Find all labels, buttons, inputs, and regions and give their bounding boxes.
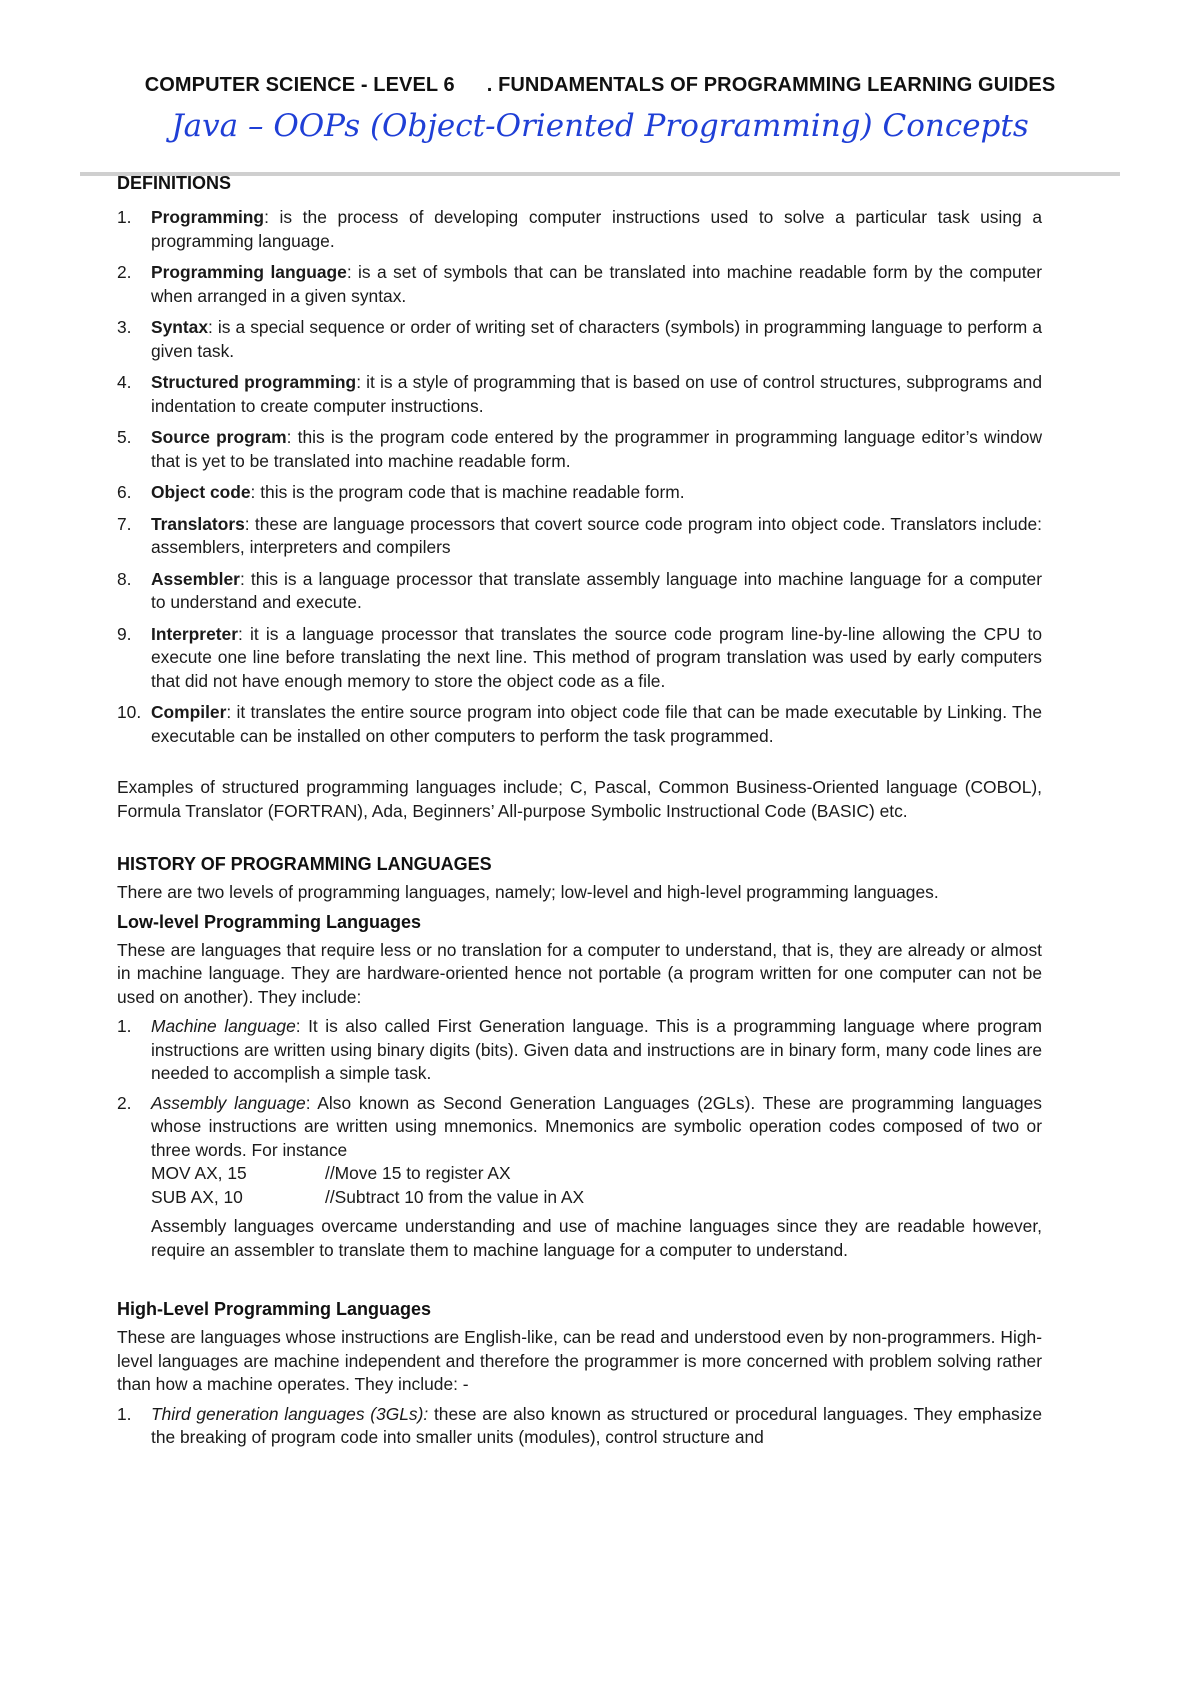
definition-term: Assembler [151,568,240,589]
definition-item: 2. Programming language: is a set of symbols that can be translated into machine readable form by the computer when arranged in a given syntax. [117,262,1042,306]
course-level: COMPUTER SCIENCE - LEVEL 6 [144,74,455,96]
low-level-term: Assembly language [151,1092,306,1113]
definition-text: : is the process of developing computer instructions used to solve a particular task using a programming language. [151,207,1042,251]
definition-item: 6. Object code: this is the program code that is machine readable form. [117,482,685,502]
high-level-item: 1. Third generation languages (3GLs): these are also known as structured or procedural languages. They emphasize the breaking of program code into smaller units (modules), control structure and [117,1403,1042,1447]
definition-item: 9. Interpreter: it is a language processor that translates the source code program line-by-line allowing the CPU to execute one line before translating the next line. This method of program translation was used by early computers that did not have enough memory to store the object code as a file. [117,623,1042,691]
course-guide-title: . FUNDAMENTALS OF PROGRAMMING LEARNING GUIDES [486,74,1056,96]
definition-text: : this is the program code that is machine readable form. [250,482,685,502]
code-example-row [151,1162,1042,1186]
code-example-row [151,1186,1042,1210]
code-comment: //Subtract 10 from the value in AX [325,1186,585,1207]
low-level-text: : It is also called First Generation language. This is a programming language where program instructions are written using binary digits (bits). Given data and instructions are in binary form, many code lines are needed to accomplish a simple task. [151,1016,1042,1083]
definition-term: Translators [151,513,245,534]
document-body [117,170,1042,1450]
definition-term: Source program [151,427,287,447]
definition-item: 1. Programming: is the process of developing computer instructions used to solve a particular task using a programming language. [117,207,1042,251]
history-intro: There are two levels of programming languages, namely; low-level and high-level programming languages. [117,882,939,902]
definition-text: : is a special sequence or order of writing set of characters (symbols) in programming language to perform a given task. [151,317,1042,361]
low-level-list [117,1015,1042,1262]
definition-item: 4. Structured programming: it is a style of programming that is based on use of control structures, subprograms and indentation to create computer instructions. [117,372,1043,416]
definition-text: : these are language processors that covert source code program into object code. Translators include: assemblers, interpreters and compilers [151,513,1042,557]
assembly-note: Assembly languages overcame understanding and use of machine languages since they are readable however, require an assembler to translate them to machine language for a computer to understand. [151,1216,1042,1260]
definition-text: : is a set of symbols that can be translated into machine readable form by the computer when arranged in a given syntax. [151,262,1042,306]
high-level-list [117,1403,1042,1450]
low-level-text: : Also known as Second Generation Languages (2GLs). These are programming languages whose instructions are written using mnemonics. Mnemonics are symbolic operation codes composed of two or three words. For instance [151,1092,1043,1160]
definition-text: : this is a language processor that translate assembly language into machine language for a computer to understand and execute. [151,568,1042,612]
definition-item: 8. Assembler: this is a language processor that translate assembly language into machine language for a computer to understand and execute. [117,568,1042,612]
low-level-heading: Low-level Programming Languages [117,911,422,932]
structured-languages-examples: Examples of structured programming languages include; C, Pascal, Common Business-Oriented language (COBOL), Formula Translator (FORTRAN), Ada, Beginners’ All-purpose Symbolic Instructional Code (BASIC) etc. [117,777,1042,821]
definition-text: : this is the program code entered by the programmer in programming language editor’s window that is yet to be translated into machine readable form. [151,427,1043,471]
history-heading: HISTORY OF PROGRAMMING LANGUAGES [117,854,492,874]
definition-item: 7. Translators: these are language processors that covert source code program into object code. Translators include: assemblers, interpreters and compilers [117,513,1042,557]
definition-term: Programming language [151,262,347,282]
definition-item: 10. Compiler: it translates the entire source program into object code file that can be made executable by Linking. The executable can be installed on other computers to perform the task programmed. [117,702,1042,746]
definition-text: : it is a language processor that translates the source code program line-by-line allowing the CPU to execute one line before translating the next line. This method of program translation was used by early computers that did not have enough memory to store the object code as a file. [151,623,1042,691]
definition-term: Structured programming [151,372,357,392]
low-level-item: 1. Machine language: It is also called First Generation language. This is a programming language where program instructions are written using binary digits (bits). Given data and instructions are in binary form, many code lines are needed to accomplish a simple task. [117,1016,1042,1083]
low-level-intro: These are languages that require less or no translation for a computer to understand, that is, they are already or almost in machine language. They are hardware-oriented hence not portable (a program written for one computer can not be used on another). They include: [117,939,1042,1007]
definition-item: 5. Source program: this is the program code entered by the programmer in programming language editor’s window that is yet to be translated into machine readable form. [117,427,1043,471]
code-comment: //Move 15 to register AX [325,1163,511,1183]
low-level-item: 2. Assembly language: Also known as Second Generation Languages (2GLs). These are programming languages whose instructions are written using mnemonics. Mnemonics are symbolic operation codes composed of two or three words. For instance MOV AX, 15 //Move 15 to register AX SUB AX, 10 //Subtract 10 from the value in AX Assembly languages overcame understanding and use of machine languages since they are readable however, require an assembler to translate them to machine language for a computer to understand. [117,1092,1042,1263]
definition-term: Compiler [151,702,227,722]
definition-text: : it is a style of programming that is based on use of control structures, subprograms and indentation to create computer instructions. [151,372,1043,416]
high-level-intro: These are languages whose instructions are English-like, can be read and understood even by non-programmers. High-level languages are machine independent and therefore the programmer is more concerned with problem solving rather than how a machine operates. They include: - [117,1327,1042,1394]
definition-term: Syntax [151,317,209,337]
definitions-list [117,206,1042,748]
course-header [0,74,1200,97]
document-subtitle: Java – OOPs (Object-Oriented Programming) Concepts [171,108,1029,144]
definition-item: 3. Syntax: is a special sequence or order of writing set of characters (symbols) in programming language to perform a given task. [117,317,1042,361]
definition-text: : it translates the entire source program into object code file that can be made executable by Linking. The executable can be installed on other computers to perform the task programmed. [151,702,1042,746]
code-instruction: MOV AX, 15 [151,1163,247,1183]
low-level-term: Machine language [151,1016,296,1036]
high-level-term: Third generation languages (3GLs): [151,1403,429,1424]
definitions-heading: DEFINITIONS [117,173,232,193]
definition-term: Object code [151,482,251,502]
high-level-text: these are also known as structured or procedural languages. They emphasize the breaking of program code into smaller units (modules), control structure and [151,1403,1042,1447]
code-instruction: SUB AX, 10 [151,1186,243,1207]
definition-term: Interpreter [151,623,238,644]
definition-term: Programming [151,207,265,227]
high-level-heading: High-Level Programming Languages [117,1299,432,1319]
